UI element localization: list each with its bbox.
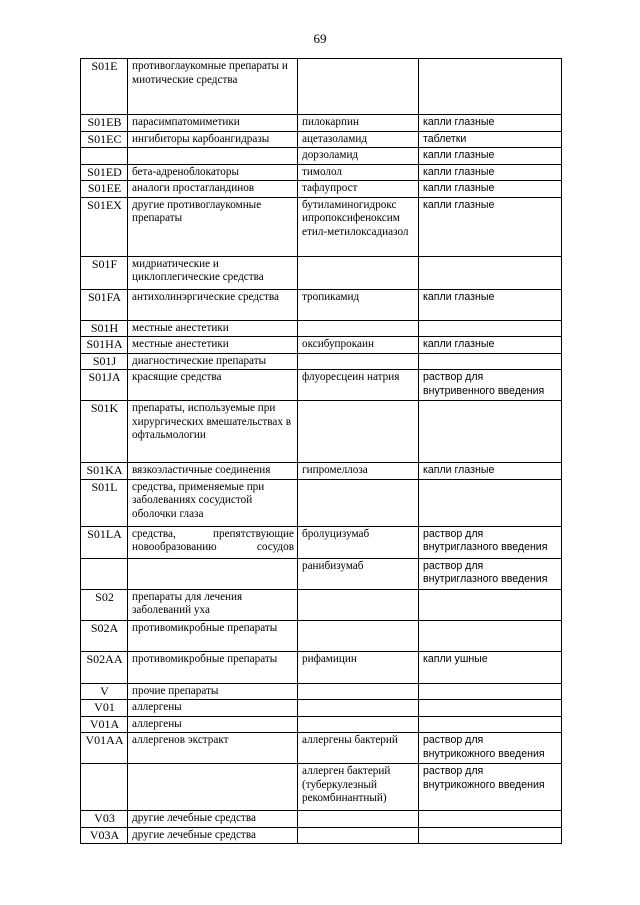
atc-code-cell: S01LA xyxy=(81,526,128,558)
dosage-form-cell: капли глазные xyxy=(419,197,562,256)
table-row xyxy=(81,370,562,401)
pharmacological-group-cell: средства, препятствующие новообразованию сосудов xyxy=(128,526,298,558)
table-row xyxy=(81,733,562,764)
drug-name-cell: ранибизумаб xyxy=(298,558,419,589)
atc-code-cell: V01A xyxy=(81,716,128,733)
table-row xyxy=(81,651,562,683)
page-number: 69 xyxy=(313,31,327,46)
drug-name-cell: тимолол xyxy=(298,164,419,181)
pharmacological-group-cell: аллергены xyxy=(128,716,298,733)
pharmacological-group-cell: вязкоэластичные соединения xyxy=(128,463,298,480)
atc-code-cell: S01E xyxy=(81,59,128,115)
pharmacological-group-cell: другие лечебные средства xyxy=(128,811,298,828)
dosage-form-cell: таблетки xyxy=(419,131,562,148)
atc-code-cell: V01 xyxy=(81,700,128,717)
atc-code-cell: S01F xyxy=(81,256,128,289)
drug-name-cell xyxy=(298,716,419,733)
table-row xyxy=(81,620,562,651)
atc-code-cell: S01EX xyxy=(81,197,128,256)
table-row xyxy=(81,164,562,181)
atc-code-cell: V xyxy=(81,683,128,700)
table-row xyxy=(81,353,562,370)
atc-code-cell: S01ED xyxy=(81,164,128,181)
pharmacological-group-cell: парасимпатомиметики xyxy=(128,115,298,132)
dosage-form-cell xyxy=(419,320,562,337)
dosage-form-cell xyxy=(419,353,562,370)
drug-name-cell: дорзоламид xyxy=(298,148,419,165)
table-row xyxy=(81,197,562,256)
drug-name-cell xyxy=(298,320,419,337)
atc-code-cell xyxy=(81,764,128,811)
table-row xyxy=(81,115,562,132)
pharmacological-group-cell: аналоги простагландинов xyxy=(128,181,298,198)
drug-name-cell xyxy=(298,811,419,828)
dosage-form-cell: капли глазные xyxy=(419,289,562,320)
pharmacological-group-cell: другие противоглаукомные препараты xyxy=(128,197,298,256)
table-row xyxy=(81,827,562,844)
atc-code-cell xyxy=(81,558,128,589)
drug-name-cell: гипромеллоза xyxy=(298,463,419,480)
pharmacological-group-cell: аллергены xyxy=(128,700,298,717)
pharmacological-group-cell xyxy=(128,148,298,165)
atc-code-cell: V01AA xyxy=(81,733,128,764)
pharmacological-group-cell: мидриатические и циклоплегические средства xyxy=(128,256,298,289)
drug-name-cell xyxy=(298,59,419,115)
pharmacological-group-cell: антихолинэргические средства xyxy=(128,289,298,320)
table-row xyxy=(81,716,562,733)
drug-name-cell xyxy=(298,401,419,463)
table-row xyxy=(81,401,562,463)
dosage-form-cell xyxy=(419,716,562,733)
dosage-form-cell: капли глазные xyxy=(419,337,562,354)
atc-code-cell: V03A xyxy=(81,827,128,844)
table-row xyxy=(81,320,562,337)
drug-name-cell xyxy=(298,256,419,289)
atc-code-cell: S02A xyxy=(81,620,128,651)
table-row xyxy=(81,683,562,700)
atc-code-cell: S01KA xyxy=(81,463,128,480)
table-row xyxy=(81,256,562,289)
atc-code-cell: S01EB xyxy=(81,115,128,132)
drug-name-cell xyxy=(298,683,419,700)
pharmacological-group-cell: местные анестетики xyxy=(128,337,298,354)
dosage-form-cell: капли глазные xyxy=(419,164,562,181)
table-row xyxy=(81,526,562,558)
table-row xyxy=(81,811,562,828)
dosage-form-cell xyxy=(419,589,562,620)
dosage-form-cell: раствор для внутрикожного введения xyxy=(419,733,562,764)
drug-name-cell: тропикамид xyxy=(298,289,419,320)
table-row xyxy=(81,463,562,480)
drug-name-cell xyxy=(298,353,419,370)
pharmacological-group-cell: противоглаукомные препараты и миотические средства xyxy=(128,59,298,115)
table-row xyxy=(81,131,562,148)
pharmacological-group-cell: противомикробные препараты xyxy=(128,620,298,651)
pharmacological-group-cell: другие лечебные средства xyxy=(128,827,298,844)
drug-name-cell xyxy=(298,589,419,620)
drug-name-cell xyxy=(298,700,419,717)
dosage-form-cell: капли ушные xyxy=(419,651,562,683)
drug-name-cell: аллерген бактерий (туберкулезный рекомбинантный) xyxy=(298,764,419,811)
atc-code-cell: S02AA xyxy=(81,651,128,683)
table-row xyxy=(81,289,562,320)
atc-code-cell: S01EE xyxy=(81,181,128,198)
atc-code-cell: S01J xyxy=(81,353,128,370)
dosage-form-cell xyxy=(419,827,562,844)
table-row xyxy=(81,479,562,526)
pharmacological-group-cell: противомикробные препараты xyxy=(128,651,298,683)
drug-name-cell: бролуцизумаб xyxy=(298,526,419,558)
atc-code-cell: S01JA xyxy=(81,370,128,401)
dosage-form-cell xyxy=(419,256,562,289)
table-row xyxy=(81,558,562,589)
pharmacological-group-cell: препараты, используемые при хирургических вмешательствах в офтальмологии xyxy=(128,401,298,463)
dosage-form-cell xyxy=(419,811,562,828)
drug-name-cell: бутиламиногидрокс ипропоксифеноксим етил-метилоксадиазол xyxy=(298,197,419,256)
dosage-form-cell: раствор для внутривенного введения xyxy=(419,370,562,401)
dosage-form-cell: капли глазные xyxy=(419,181,562,198)
drug-name-cell: рифамицин xyxy=(298,651,419,683)
dosage-form-cell xyxy=(419,700,562,717)
drug-name-cell: пилокарпин xyxy=(298,115,419,132)
pharmacological-group-cell: прочие препараты xyxy=(128,683,298,700)
atc-code-cell: S01H xyxy=(81,320,128,337)
atc-code-cell: S01FA xyxy=(81,289,128,320)
atc-code-cell: V03 xyxy=(81,811,128,828)
pharmacological-group-cell: бета-адреноблокаторы xyxy=(128,164,298,181)
dosage-form-cell xyxy=(419,479,562,526)
dosage-form-cell: капли глазные xyxy=(419,115,562,132)
table-body xyxy=(81,59,562,844)
pharmacological-group-cell: ингибиторы карбоангидразы xyxy=(128,131,298,148)
table-row xyxy=(81,589,562,620)
dosage-form-cell xyxy=(419,401,562,463)
atc-code-cell: S01L xyxy=(81,479,128,526)
drug-name-cell xyxy=(298,620,419,651)
pharmacological-group-cell: диагностические препараты xyxy=(128,353,298,370)
dosage-form-cell: раствор для внутриглазного введения xyxy=(419,558,562,589)
table-row xyxy=(81,148,562,165)
dosage-form-cell xyxy=(419,620,562,651)
drug-name-cell: ацетазоламид xyxy=(298,131,419,148)
pharmacological-group-cell xyxy=(128,558,298,589)
drug-name-cell: оксибупрокаин xyxy=(298,337,419,354)
table-row xyxy=(81,181,562,198)
atc-code-cell xyxy=(81,148,128,165)
table-row xyxy=(81,700,562,717)
dosage-form-cell: капли глазные xyxy=(419,463,562,480)
dosage-form-cell xyxy=(419,683,562,700)
pharmacological-group-cell: средства, применяемые при заболеваниях сосудистой оболочки глаза xyxy=(128,479,298,526)
dosage-form-cell: раствор для внутриглазного введения xyxy=(419,526,562,558)
pharmacological-group-cell: красящие средства xyxy=(128,370,298,401)
dosage-form-cell: капли глазные xyxy=(419,148,562,165)
pharmacological-group-cell: местные анестетики xyxy=(128,320,298,337)
drug-classification-table xyxy=(80,58,562,844)
pharmacological-group-cell: аллергенов экстракт xyxy=(128,733,298,764)
atc-code-cell: S01HA xyxy=(81,337,128,354)
drug-name-cell: аллергены бактерий xyxy=(298,733,419,764)
drug-name-cell: флуоресцеин натрия xyxy=(298,370,419,401)
drug-name-cell: тафлупрост xyxy=(298,181,419,198)
pharmacological-group-cell: препараты для лечения заболеваний уха xyxy=(128,589,298,620)
drug-name-cell xyxy=(298,827,419,844)
atc-code-cell: S01EC xyxy=(81,131,128,148)
drug-name-cell xyxy=(298,479,419,526)
table-row xyxy=(81,337,562,354)
dosage-form-cell: раствор для внутрикожного введения xyxy=(419,764,562,811)
atc-code-cell: S01K xyxy=(81,401,128,463)
atc-code-cell: S02 xyxy=(81,589,128,620)
table-row xyxy=(81,59,562,115)
pharmacological-group-cell xyxy=(128,764,298,811)
table-row xyxy=(81,764,562,811)
dosage-form-cell xyxy=(419,59,562,115)
